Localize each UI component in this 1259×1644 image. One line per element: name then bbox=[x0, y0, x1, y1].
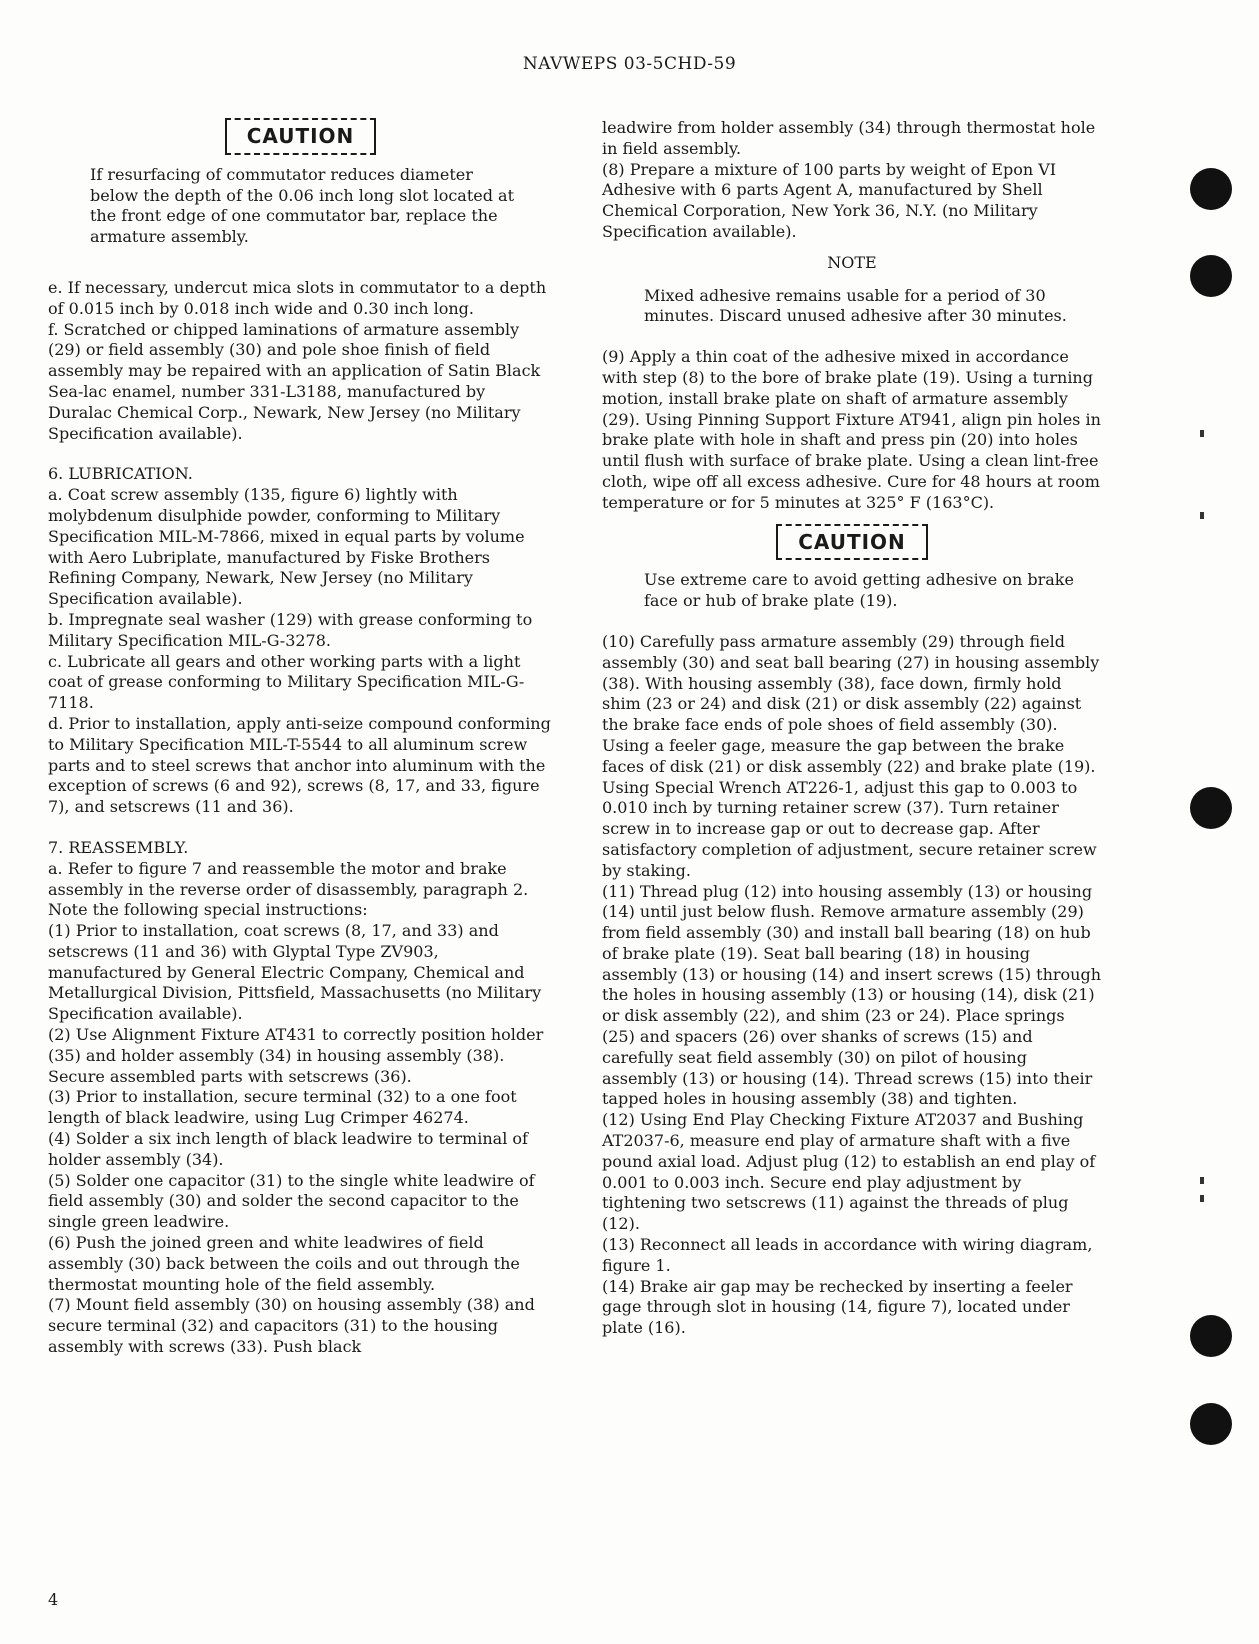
section-6-b: b. Impregnate seal washer (129) with grease conforming to Military Specification MIL-G-3278. bbox=[48, 609, 533, 650]
step-2: (2) Use Alignment Fixture AT431 to correctly position holder (35) and holder assembly (34) in housing assembly (38). Secure assembled parts with setscrews (36). bbox=[48, 1025, 544, 1086]
left-column bbox=[48, 118, 553, 1358]
step-9: (9) Apply a thin coat of the adhesive mixed in accordance with step (8) to the bore of brake plate (19). Using a turning motion, install brake plate on shaft of armature assembly (29). Using Pinning Support Fixture AT941, align pin holes in brake plate with hole in shaft and press pin (20) into holes until flush with surface of brake plate. Using a clean lint-free cloth, wipe off all excess adhesive. Cure for 48 hours at room temperature or for 5 minutes at 325° F (163°C). bbox=[602, 347, 1101, 512]
section-6-a: a. Coat screw assembly (135, figure 6) lightly with molybdenum disulphide powder, conforming to Military Specification MIL-M-7866, mixed in equal parts by volume with Aero Lubriplate, manufactured by Fiske Brothers Refining Company, Newark, New Jersey (no Military Specification available). bbox=[48, 485, 525, 609]
document-header: NAVWEPS 03-5CHD-59 bbox=[522, 54, 737, 74]
caution-box-2 bbox=[602, 524, 1102, 561]
note-text: Mixed adhesive remains usable for a period of 30 minutes. Discard unused adhesive after 30 minutes. bbox=[644, 285, 1067, 326]
caution-text-2: Use extreme care to avoid getting adhesive on brake face or hub of brake plate (19). bbox=[644, 570, 1074, 611]
section-7-a: a. Refer to figure 7 and reassemble the motor and brake assembly in the reverse order of disassembly, paragraph 2. Note the following special instructions: bbox=[48, 858, 529, 920]
margin-mark bbox=[1200, 512, 1204, 519]
binder-hole bbox=[1190, 255, 1232, 297]
step-11: (11) Thread plug (12) into housing assembly (13) or housing (14) until just below flush. Remove armature assembly (29) from field assembly (30) and install ball bearing (18) on hub of brake plate (19). Seat ball bearing (18) in housing assembly (13) or housing (14) and insert screws (15) through the holes in housing assembly (13) or housing (14), disk (21) or disk assembly (22), and shim (23 or 24). Place springs (25) and spacers (26) over shanks of screws (15) and carefully seat field assembly (30) on pilot of housing assembly (13) or housing (14). Thread screws (15) into their tapped holes in housing assembly (38) and tighten. bbox=[602, 881, 1102, 1109]
step-4: (4) Solder a six inch length of black leadwire to terminal of holder assembly (34). bbox=[48, 1129, 528, 1169]
step-13: (13) Reconnect all leads in accordance with wiring diagram, figure 1. bbox=[602, 1235, 1093, 1275]
step-14: (14) Brake air gap may be rechecked by inserting a feeler gage through slot in housing (14, figure 7), located under plate (16). bbox=[602, 1276, 1073, 1338]
binder-hole bbox=[1190, 168, 1232, 210]
step-1: (1) Prior to installation, coat screws (8, 17, and 33) and setscrews (11 and 36) with Glyptal Type ZV903, manufactured by General Electric Company, Chemical and Metallurgical Division, Pittsfield, Massachusetts (no Military Specification available). bbox=[48, 921, 542, 1024]
step-3: (3) Prior to installation, secure terminal (32) to a one foot length of black leadwire, using Lug Crimper 46274. bbox=[48, 1087, 517, 1128]
caution-box-1 bbox=[48, 118, 553, 155]
caution-text-1: If resurfacing of commutator reduces diameter below the depth of the 0.06 inch long slot located at the front edge of one commutator bar, replace the armature assembly. bbox=[90, 164, 515, 247]
step-5: (5) Solder one capacitor (31) to the single white leadwire of field assembly (30) and solder the second capacitor to the single green leadwire. bbox=[48, 1170, 535, 1232]
note-heading: NOTE bbox=[827, 252, 877, 272]
page-number: 4 bbox=[48, 1590, 59, 1609]
right-column bbox=[602, 118, 1102, 1339]
section-6-c: c. Lubricate all gears and other working parts with a light coat of grease conforming to Military Specification MIL-G-7118. bbox=[48, 651, 525, 713]
binder-hole bbox=[1190, 1403, 1232, 1445]
binder-hole bbox=[1190, 1315, 1232, 1357]
step-8: (8) Prepare a mixture of 100 parts by weight of Epon VI Adhesive with 6 parts Agent A, manufactured by Shell Chemical Corporation, New York 36, N.Y. (no Military Specification available). bbox=[602, 159, 1057, 241]
margin-mark bbox=[1200, 1195, 1204, 1202]
section-6-heading: 6. LUBRICATION. bbox=[48, 464, 193, 484]
binder-hole bbox=[1190, 787, 1232, 829]
section-6-d: d. Prior to installation, apply anti-seize compound conforming to Military Specification MIL-T-5544 to all aluminum screw parts and to steel screws that anchor into aluminum with the exception of screws (6 and 92), screws (8, 17, and 33, figure 7), and setscrews (11 and 36). bbox=[48, 713, 551, 817]
step-6: (6) Push the joined green and white leadwires of field assembly (30) back between the coils and out through the thermostat mounting hole of the field assembly. bbox=[48, 1233, 520, 1294]
margin-mark bbox=[1200, 430, 1204, 437]
paragraph-e: e. If necessary, undercut mica slots in commutator to a depth of 0.015 inch by 0.018 inch wide and 0.30 inch long. bbox=[48, 277, 547, 318]
caution-label-2: CAUTION bbox=[776, 524, 928, 561]
caution-label-1: CAUTION bbox=[225, 118, 377, 155]
margin-mark bbox=[1200, 1177, 1204, 1184]
section-7-heading: 7. REASSEMBLY. bbox=[48, 837, 189, 857]
step-7-continued: leadwire from holder assembly (34) through thermostat hole in field assembly. bbox=[602, 118, 1096, 158]
step-12: (12) Using End Play Checking Fixture AT2037 and Bushing AT2037-6, measure end play of armature shaft with a five pound axial load. Adjust plug (12) to establish an end play of 0.001 to 0.003 inch. Secure end play adjustment by tightening two setscrews (11) against the threads of plug (12). bbox=[602, 1110, 1096, 1234]
step-7: (7) Mount field assembly (30) on housing assembly (38) and secure terminal (32) and capacitors (31) to the housing assembly with screws (33). Push black bbox=[48, 1295, 535, 1357]
paragraph-f: f. Scratched or chipped laminations of armature assembly (29) or field assembly (30) and pole shoe finish of field assembly may be repaired with an application of Satin Black Sea-lac enamel, number 331-L3188, manufactured by Duralac Chemical Corp., Newark, New Jersey (no Military Specification available). bbox=[48, 319, 541, 443]
step-10: (10) Carefully pass armature assembly (29) through field assembly (30) and seat ball bearing (27) in housing assembly (38). With housing assembly (38), face down, firmly hold shim (23 or 24) and disk (21) or disk assembly (22) against the brake face ends of pole shoes of field assembly (30). Using a feeler gage, measure the gap between the brake faces of disk (21) or disk assembly (22) and brake plate (19). Using Special Wrench AT226-1, adjust this gap to 0.003 to 0.010 inch by turning retainer screw (37). Turn retainer screw in to increase gap or out to decrease gap. After satisfactory completion of adjustment, secure retainer screw by staking. bbox=[602, 631, 1100, 880]
